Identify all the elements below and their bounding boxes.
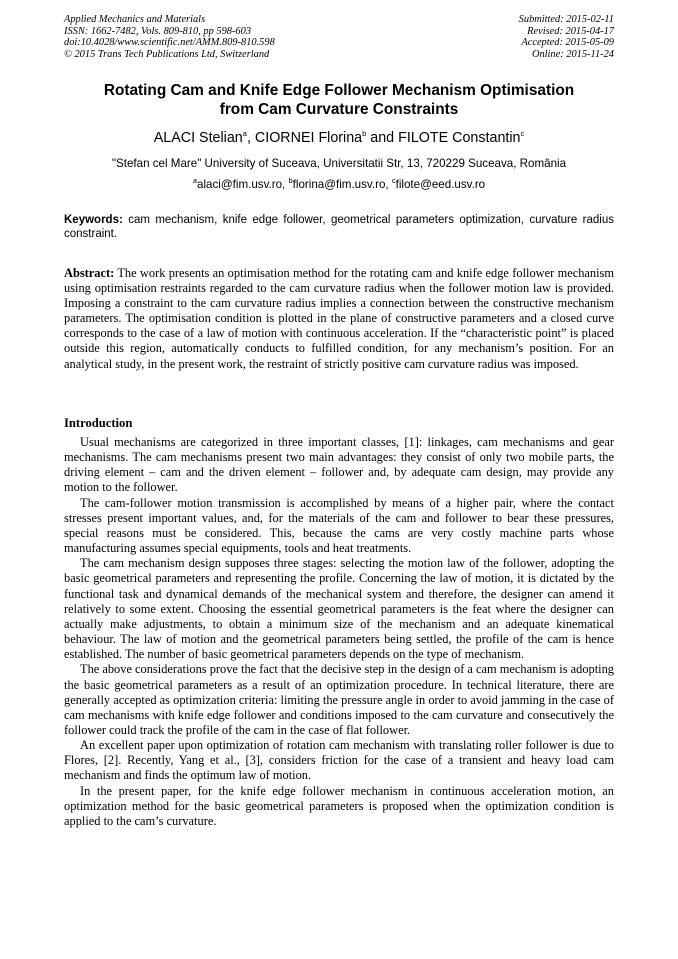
- journal-copyright: © 2015 Trans Tech Publications Ltd, Switzerland: [64, 48, 270, 60]
- journal-doi: doi:10.4028/www.scientific.net/AMM.809-810.598: [64, 37, 275, 49]
- email-mark: c: [391, 176, 396, 186]
- introduction-paragraph: An excellent paper upon optimization of rotation cam mechanism with translating roller follower is due to Flores, [2]. Recently, Yang et al., [3], considers friction for the case of a transient and heavy load cam mechanism and finds the optimum law of motion.: [64, 738, 614, 783]
- date-revised: Revised: 2015-04-17: [527, 25, 614, 37]
- author-email: alaci@fim.usv.ro,: [197, 178, 289, 191]
- keywords-section: [64, 214, 614, 241]
- email-mark: b: [288, 176, 293, 186]
- introduction-paragraph: The cam mechanism design supposes three stages: selecting the motion law of the follower, adopting the basic geometrical parameters and representing the profile. Concerning the law of motion, it is dictated by the functional task and dynamical demands of the mechanical system and therefore, the designer can amend it relatively to some extent. Choosing the essential geometrical parameters is the feat where the designer can actually make adjustments, to obtain a minimum size of the mechanism and an adequate kinematical behaviour. The law of motion and the geometrical parameters being settled, the profile of the cam is hence established. The number of basic geometrical parameters depends on the type of mechanism.: [64, 556, 614, 662]
- journal-header: [64, 14, 614, 60]
- introduction-paragraph: Usual mechanisms are categorized in three important classes, [1]: linkages, cam mechanisms and gear mechanisms. The cam mechanisms present two main advantages: they consist of only two mobile parts, the driving element – cam and the driven element – follower and, by adequate cam design, may provide any motion to the follower.: [64, 435, 614, 495]
- date-accepted: Accepted: 2015-05-09: [521, 37, 614, 49]
- author-email: florina@fim.usv.ro,: [292, 178, 392, 191]
- introduction-heading: Introduction: [64, 416, 133, 430]
- keywords-text: cam mechanism, knife edge follower, geometrical parameters optimization, curvature radius constraint.: [64, 214, 614, 240]
- author-separator: ,: [246, 130, 255, 146]
- keywords-label: Keywords:: [64, 214, 123, 226]
- journal-issn: ISSN: 1662-7482, Vols. 809-810, pp 598-603: [64, 25, 252, 37]
- journal-name: Applied Mechanics and Materials: [64, 14, 206, 25]
- introduction-paragraph: In the present paper, for the knife edge follower mechanism in continuous acceleration motion, an optimization method for the basic geometrical parameters is proposed when the optimization condition is applied to the cam’s curvature.: [64, 783, 614, 828]
- author-affiliation-mark: c: [520, 129, 525, 139]
- abstract-section: [64, 266, 614, 372]
- author-name: ALACI Stelian: [153, 130, 243, 146]
- affiliation: "Stefan cel Mare" University of Suceava, Universitatii Str, 13, 720229 Suceava, România: [111, 157, 567, 170]
- introduction-body: [64, 435, 614, 829]
- author-affiliation-mark: a: [242, 129, 247, 139]
- introduction-paragraph: The cam-follower motion transmission is accomplished by means of a higher pair, where the contact stresses present important values, and, for the materials of the cam and follower to bear these pressures, special reasons must be considered. This, because the cams are very costly machine parts whose manufacturing assumes special equipments, tools and heat treatments.: [64, 495, 614, 556]
- author-name: CIORNEI Florina: [254, 130, 363, 146]
- paper-title: [64, 82, 614, 119]
- author-affiliation-mark: b: [362, 129, 367, 139]
- email-mark: a: [192, 176, 198, 186]
- introduction-paragraph: The above considerations prove the fact that the decisive step in the design of a cam mechanism is adopting the basic geometrical parameters as a result of an optimization procedure. In technical literature, there are generally accepted as optimization criteria: limiting the pressure angle in order to avoid jamming in the case of cam mechanisms with knife edge follower and conditions imposed to the cam curvature and consecutively the follower could track the profile of the cam in the case of flat follower.: [64, 662, 615, 737]
- author-emails: [64, 178, 614, 192]
- date-online: Online: 2015-11-24: [531, 48, 614, 60]
- author-list: [64, 130, 614, 147]
- title-line-1: Rotating Cam and Knife Edge Follower Mechanism Optimisation: [103, 82, 575, 99]
- author-email: filote@eed.usv.ro: [395, 178, 486, 191]
- date-submitted: Submitted: 2015-02-11: [518, 14, 614, 25]
- author-name: FILOTE Constantin: [398, 130, 521, 146]
- abstract-label: Abstract:: [64, 266, 115, 280]
- abstract-text: The work presents an optimisation method for the rotating cam and knife edge follower mechanism using optimisation restraints regarded to the cam curvature radius when the follower motion law is provided. Imposing a constraint to the cam curvature radius implies a connection between the constructive mechanism parameters. The optimisation condition is plotted in the plane of constructive parameters and a closed curve corresponds to the case of a law of motion with continuous acceleration. If the “characteristic point” is placed outside this region, automatically conducts to fulfilled condition, for any mechanism’s position. For an analytical study, in the present work, the restraint of strictly positive cam curvature radius was imposed.: [64, 266, 614, 371]
- publication-dates: [519, 14, 614, 60]
- title-line-2: from Cam Curvature Constraints: [219, 100, 459, 118]
- journal-info: [64, 14, 275, 60]
- author-separator: and: [366, 130, 399, 146]
